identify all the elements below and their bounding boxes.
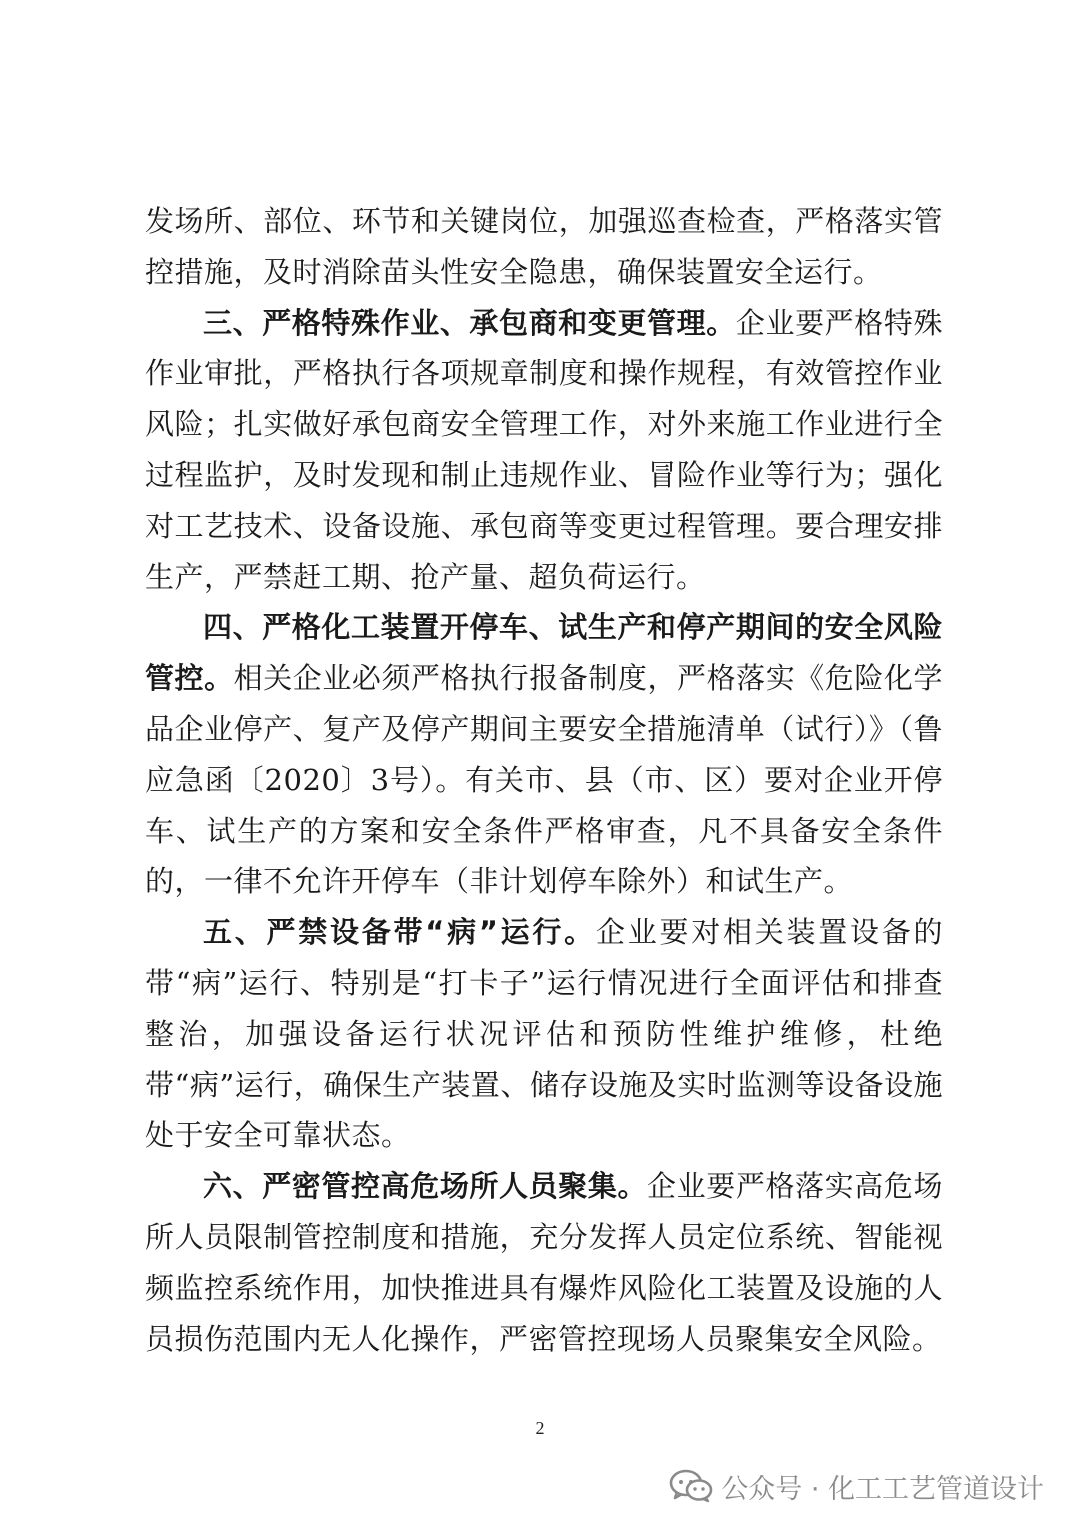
- paragraph-text: 企业要严格落实高危场所人员限制管控制度和措施，充分发挥人员定位系统、智能视频监控系统作用，加快推进具有爆炸风险化工装置及设施的人员损伤范围内无人化操作，严密管控现场人员聚集安全风险。: [145, 1169, 943, 1356]
- paragraph-text: 发场所、部位、环节和关键岗位，加强巡查检查，严格落实管控措施，及时消除苗头性安全隐患，确保装置安全运行。: [145, 204, 943, 289]
- wechat-icon: [669, 1469, 713, 1503]
- page-number: 2: [535, 1418, 545, 1438]
- paragraph-continuation: [145, 196, 943, 298]
- paragraph-section-6: [145, 1161, 943, 1364]
- paragraph-section-5: [145, 907, 943, 1161]
- watermark: [669, 1466, 1044, 1506]
- watermark-text: 公众号 · 化工工艺管道设计: [721, 1473, 1044, 1505]
- document-body: [145, 196, 943, 1364]
- section-heading: 五、严禁设备带“病”运行。: [203, 915, 596, 950]
- section-heading: 六、严密管控高危场所人员聚集。: [203, 1169, 648, 1204]
- paragraph-section-4: [145, 602, 943, 907]
- paragraph-text: 企业要对相关装置设备的带“病”运行、特别是“打卡子”运行情况进行全面评估和排查整治，加强设备运行状况评估和预防性维护维修，杜绝带“病”运行，确保生产装置、储存设施及实时监测等设备设施处于安全可靠状态。: [145, 915, 943, 1153]
- paragraph-text: 相关企业必须严格执行报备制度，严格落实《危险化学品企业停产、复产及停产期间主要安全措施清单（试行）》（鲁应急函〔2020〕3号）。有关市、县（市、区）要对企业开停车、试生产的方案和安全条件严格审查，凡不具备安全条件的，一律不允许开停车（非计划停车除外）和试生产。: [145, 661, 943, 899]
- paragraph-text: 企业要严格特殊作业审批，严格执行各项规章制度和操作规程，有效管控作业风险；扎实做好承包商安全管理工作，对外来施工作业进行全过程监护，及时发现和制止违规作业、冒险作业等行为；强化对工艺技术、设备设施、承包商等变更过程管理。要合理安排生产，严禁赶工期、抢产量、超负荷运行。: [145, 305, 943, 594]
- section-heading: 三、严格特殊作业、承包商和变更管理。: [203, 305, 736, 340]
- section-heading: 四、严格化工装置开停车、试生产和停产期间的安全风险管控。: [145, 610, 943, 696]
- paragraph-section-3: [145, 298, 943, 603]
